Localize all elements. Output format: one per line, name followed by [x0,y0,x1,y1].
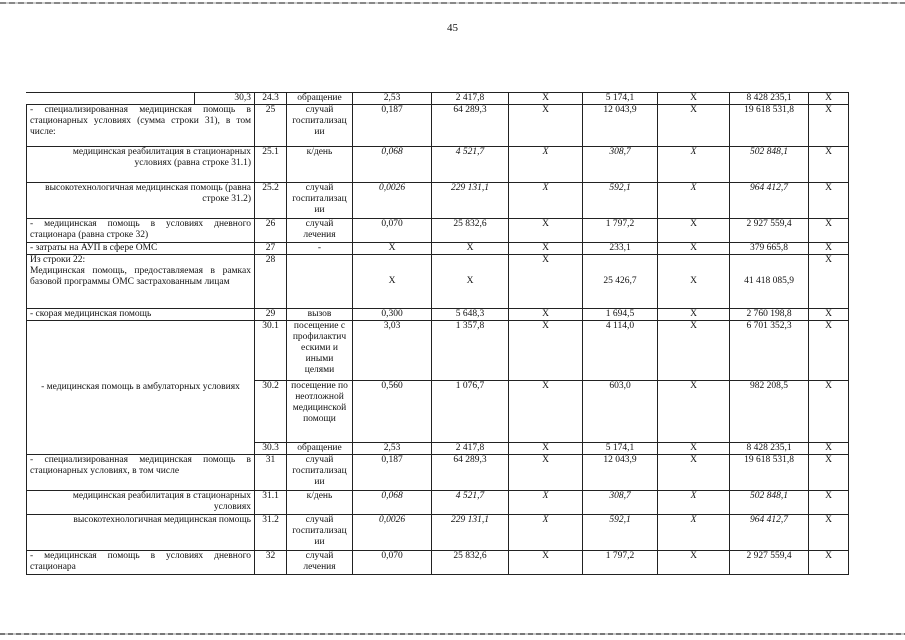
cell-value: 5 174,1 [583,93,658,105]
cell-value: X [509,515,583,551]
row-name: - затраты на АУП в сфере ОМС [27,243,255,255]
cell-value: X [509,309,583,321]
row-unit: случай лечения [287,219,353,243]
cell-value: X [658,455,730,491]
row-name: медицинская реабилитация в стационарных условиях [27,491,255,515]
cell-value: 0,560 [353,381,432,443]
row-unit: случай госпитализац ии [287,105,353,147]
table-row [27,105,849,147]
cell-value: X [658,443,730,455]
cell-value: 2,53 [353,93,432,105]
cell-value: X [353,255,432,309]
cell-value: X [809,551,849,575]
page-number: 45 [447,22,458,34]
cell-value: 4 521,7 [432,147,509,183]
cell-value: 1 357,8 [432,321,509,381]
table-row [27,219,849,243]
cell-value: 25 426,7 [583,255,658,309]
cell-value: X [658,219,730,243]
row-name: - скорая медицинская помощь [27,309,255,321]
row-number: 31.2 [255,515,287,551]
row-unit: случай госпитализац ии [287,183,353,219]
cell-value: 5 174,1 [583,443,658,455]
table-row [27,147,849,183]
cell-value: 0,068 [353,147,432,183]
cell-value: 1 797,2 [583,219,658,243]
budget-table [26,92,849,575]
row-name [27,93,195,105]
table-row [27,551,849,575]
row-unit: посещение с профилактич ескими и иными целями [287,321,353,381]
cell-value: X [658,147,730,183]
cell-value: 2 927 559,4 [730,219,809,243]
cell-value: X [809,243,849,255]
cell-value: X [509,243,583,255]
row-name-text: Медицинская помощь, предоставляемая в рамках базовой программы ОМС застрахованным лицам [30,266,251,287]
cell-value: 0,187 [353,455,432,491]
row-name-prefix: Из строки 22: [30,255,86,265]
cell-value: 4 114,0 [583,321,658,381]
table-row [27,491,849,515]
cell-value: 308,7 [583,491,658,515]
cell-value: 0,070 [353,219,432,243]
cell-value: X [809,515,849,551]
row-name: высокотехнологичная медицинская помощь [27,515,255,551]
cell-value: X [809,381,849,443]
cell-value: X [658,381,730,443]
row-unit: к/день [287,147,353,183]
row-unit: посещение по неотложной медицинской помощи [287,381,353,443]
cell-value: 12 043,9 [583,455,658,491]
row-number: 32 [255,551,287,575]
cell-value: X [809,255,849,309]
cell-value: 19 618 531,8 [730,105,809,147]
row-number: 30.1 [255,321,287,381]
cell-value: 2 417,8 [432,443,509,455]
cell-value: X [809,147,849,183]
cell-value: X [658,243,730,255]
cell-value: 0,187 [353,105,432,147]
cell-value: 982 208,5 [730,381,809,443]
cell-value: X [658,491,730,515]
row-name [27,255,255,309]
cell-value: 233,1 [583,243,658,255]
cell-value: X [809,309,849,321]
row-number: 29 [255,309,287,321]
cell-value: X [658,255,730,309]
cell-value: 4 521,7 [432,491,509,515]
row-number: 26 [255,219,287,243]
cell-value: 0,070 [353,551,432,575]
cell-value: 379 665,8 [730,243,809,255]
row-number: 24.3 [255,93,287,105]
row-name: медицинская реабилитация в стационарных условиях (равна строке 31.1) [27,147,255,183]
cell-value: 603,0 [583,381,658,443]
table-row [27,183,849,219]
cell-value: 0,068 [353,491,432,515]
cell-value: X [509,183,583,219]
cell-value: 2 760 198,8 [730,309,809,321]
cell-value: X [509,381,583,443]
row-unit: к/день [287,491,353,515]
cell-value: X [658,93,730,105]
cell-value: X [658,515,730,551]
scan-edge-bottom [0,633,905,635]
row-unit: случай госпитализац ии [287,455,353,491]
cell-value: 964 412,7 [730,515,809,551]
table-row [27,255,849,309]
table-row [27,243,849,255]
cell-value: 1 694,5 [583,309,658,321]
cell-value: 229 131,1 [432,183,509,219]
row-unit [287,255,353,309]
scan-edge-top [0,2,905,4]
row-unit: случай госпитализац ии [287,515,353,551]
cell-value: 25 832,6 [432,219,509,243]
cell-value: 502 848,1 [730,491,809,515]
cell-value: X [432,243,509,255]
cell-value: X [658,183,730,219]
cell-value: 0,0026 [353,183,432,219]
cell-value: X [509,105,583,147]
row-code: 30,3 [195,93,255,105]
cell-value: X [809,93,849,105]
cell-value: 3,03 [353,321,432,381]
cell-value: X [509,455,583,491]
cell-value: X [658,105,730,147]
row-unit: случай лечения [287,551,353,575]
cell-value: 1 797,2 [583,551,658,575]
row-number: 25.1 [255,147,287,183]
cell-value: 5 648,3 [432,309,509,321]
row-name: - специализированная медицинская помощь в стационарных условиях, в том числе [27,455,255,491]
row-number: 25.2 [255,183,287,219]
cell-value: 8 428 235,1 [730,443,809,455]
cell-value: 2 927 559,4 [730,551,809,575]
row-number: 30.3 [255,443,287,455]
cell-value: X [809,491,849,515]
cell-value: 2,53 [353,443,432,455]
cell-value: 8 428 235,1 [730,93,809,105]
cell-value: X [809,321,849,381]
cell-value: X [809,105,849,147]
row-number: 27 [255,243,287,255]
cell-value: X [509,321,583,381]
row-number: 31 [255,455,287,491]
cell-value: X [509,255,583,309]
cell-value: X [509,147,583,183]
cell-value: 25 832,6 [432,551,509,575]
cell-value: 6 701 352,3 [730,321,809,381]
cell-value: 0,300 [353,309,432,321]
table-row [27,321,849,381]
row-unit: обращение [287,443,353,455]
cell-value: X [809,183,849,219]
cell-value: 592,1 [583,183,658,219]
cell-value: 64 289,3 [432,105,509,147]
cell-value: 592,1 [583,515,658,551]
cell-value: X [353,243,432,255]
row-unit: вызов [287,309,353,321]
cell-value: X [658,321,730,381]
cell-value: X [509,551,583,575]
cell-value: X [658,309,730,321]
row-number: 30.2 [255,381,287,443]
cell-value: 2 417,8 [432,93,509,105]
cell-value: 964 412,7 [730,183,809,219]
cell-value: X [809,443,849,455]
cell-value: X [509,219,583,243]
cell-value: X [509,443,583,455]
table-row [27,309,849,321]
row-name: - медицинская помощь в амбулаторных условиях [27,321,255,455]
row-number: 31.1 [255,491,287,515]
cell-value: X [658,551,730,575]
cell-value: 12 043,9 [583,105,658,147]
row-name: - медицинская помощь в условиях дневного стационара (равна строке 32) [27,219,255,243]
row-name: - медицинская помощь в условиях дневного стационара [27,551,255,575]
cell-value: 229 131,1 [432,515,509,551]
cell-value: 41 418 085,9 [730,255,809,309]
row-name: - специализированная медицинская помощь в стационарных условиях (сумма строки 31), в том числе: [27,105,255,147]
row-number: 25 [255,105,287,147]
cell-value: X [509,491,583,515]
cell-value: 19 618 531,8 [730,455,809,491]
cell-value: 0,0026 [353,515,432,551]
row-unit: - [287,243,353,255]
cell-value: 64 289,3 [432,455,509,491]
row-number: 28 [255,255,287,309]
cell-value: 502 848,1 [730,147,809,183]
row-unit: обращение [287,93,353,105]
cell-value: X [809,455,849,491]
table-row [27,93,849,105]
cell-value: X [809,219,849,243]
cell-value: X [432,255,509,309]
cell-value: 308,7 [583,147,658,183]
table-row [27,455,849,491]
cell-value: X [509,93,583,105]
cell-value: 1 076,7 [432,381,509,443]
row-name: высокотехнологичная медицинская помощь (равна строке 31.2) [27,183,255,219]
table-row [27,515,849,551]
